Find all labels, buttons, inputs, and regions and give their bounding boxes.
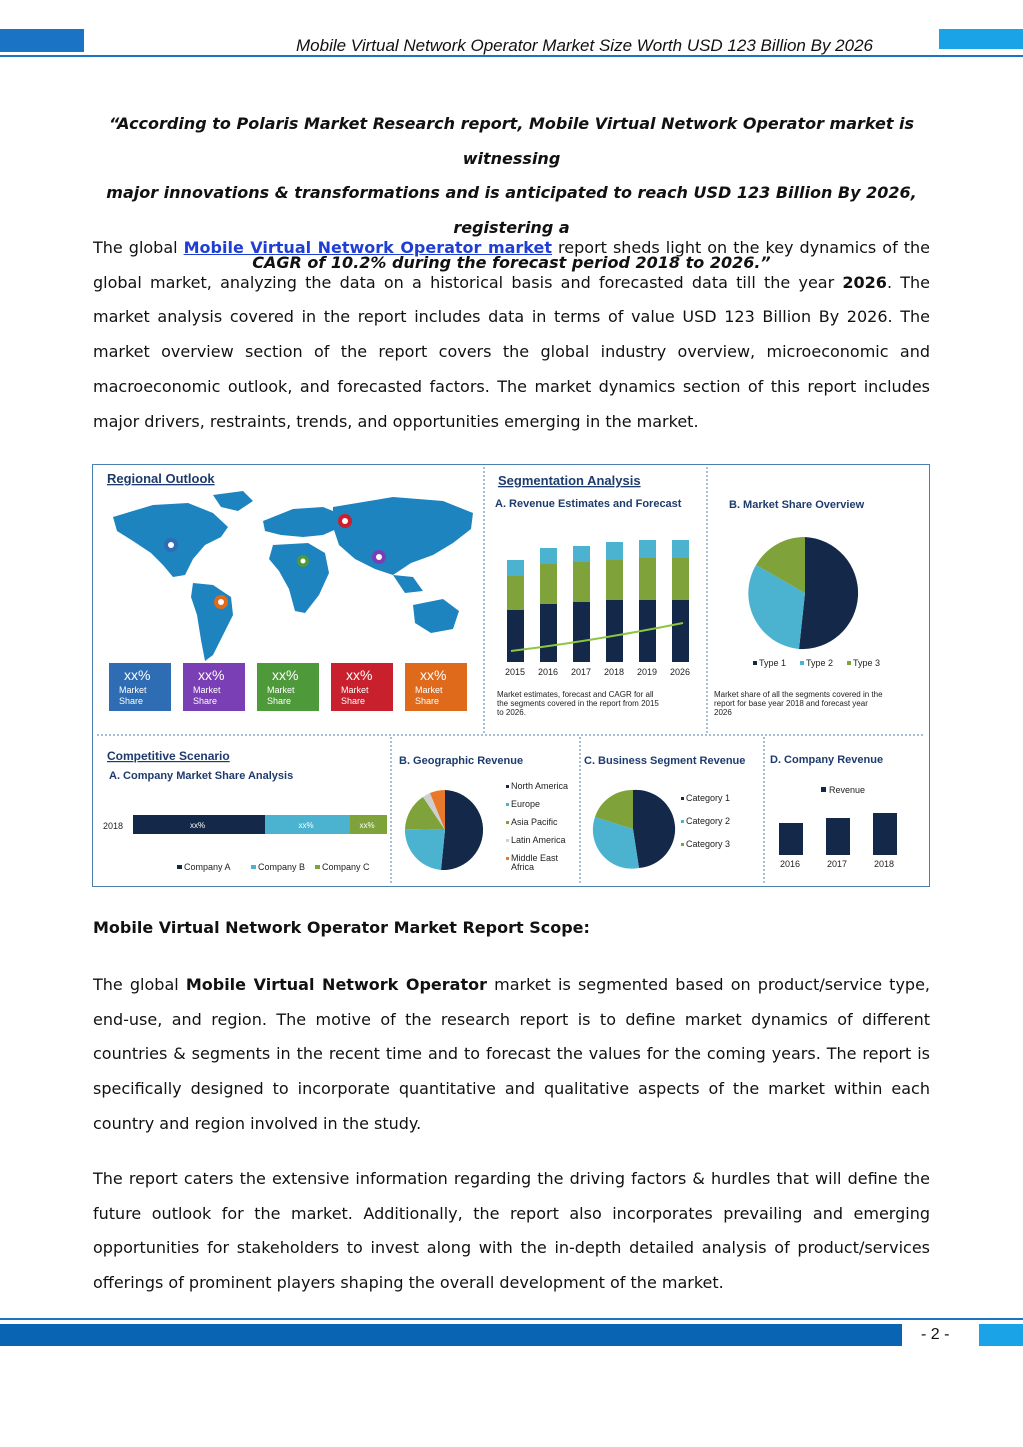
competitive-title: Competitive Scenario <box>107 749 230 763</box>
revenue-legend-swatch <box>821 787 826 792</box>
region-card-value: xx% <box>124 667 151 683</box>
geo-legend-swatch <box>506 803 509 806</box>
revenue-forecast-years <box>505 667 690 677</box>
company-share-value: xx% <box>298 821 314 830</box>
geo-legend-label: Middle East <box>511 853 559 863</box>
header-bar-left <box>0 29 84 52</box>
revenue-forecast-title: A. Revenue Estimates and Forecast <box>495 498 682 510</box>
forecast-year-label: 2016 <box>538 667 559 677</box>
revenue-bar <box>779 823 803 855</box>
forecast-bar-segment <box>606 542 623 560</box>
quote-line-1: “According to Polaris Market Research report, Mobile Virtual Network Operator market is witnessing <box>108 114 915 168</box>
forecast-bar-segment <box>540 564 557 604</box>
geo-legend-swatch <box>506 785 509 788</box>
market-infographic <box>92 464 930 887</box>
forecast-bar-segment <box>639 540 656 558</box>
geographic-pie <box>405 790 483 870</box>
revenue-legend-label: Revenue <box>829 785 866 795</box>
geographic-title: B. Geographic Revenue <box>399 755 524 767</box>
type-legend-label: Type 3 <box>853 658 881 668</box>
geo-legend-label: Africa <box>511 862 535 872</box>
market-share-caption-line: Market share of all the segments covered in the <box>714 690 883 699</box>
region-card-value: xx% <box>346 667 373 683</box>
segmentation-title: Segmentation Analysis <box>498 473 641 488</box>
forecast-year-label: 2019 <box>637 667 658 677</box>
market-share-caption-line: 2026 <box>714 708 732 717</box>
market-share-caption-line: report for base year 2018 and forecast year <box>714 699 868 708</box>
page-number: - 2 - <box>921 1326 950 1343</box>
geo-legend-swatch <box>506 821 509 824</box>
company-share-year: 2018 <box>103 821 124 831</box>
revenue-year-label: 2018 <box>874 859 895 869</box>
business-legend-swatch <box>681 843 684 846</box>
forecast-caption-line: Market estimates, forecast and CAGR for all <box>497 690 654 699</box>
type-legend-swatch <box>753 661 757 665</box>
business-pie <box>593 790 675 869</box>
forecast-bar-segment <box>540 604 557 662</box>
type-legend-label: Type 2 <box>806 658 834 668</box>
revenue-forecast-caption <box>497 690 659 717</box>
business-legend-label: Category 2 <box>686 816 731 826</box>
footer-rule <box>0 1318 1023 1320</box>
forecast-bar-segment <box>606 600 623 662</box>
forecast-bar-segment <box>507 560 524 576</box>
region-card-label: Share <box>267 696 292 706</box>
region-card-label: Market <box>415 685 443 695</box>
regional-outlook-title: Regional Outlook <box>107 471 215 486</box>
region-card-value: xx% <box>272 667 299 683</box>
forecast-bar-segment <box>573 602 590 662</box>
company-share-title: A. Company Market Share Analysis <box>109 770 294 782</box>
company-legend-swatch <box>315 865 320 869</box>
market-share-title: B. Market Share Overview <box>729 499 865 511</box>
business-legend-label: Category 3 <box>686 839 731 849</box>
geo-legend-label: Latin America <box>511 835 566 845</box>
region-share-cards <box>109 663 467 711</box>
company-revenue-bars <box>779 813 897 869</box>
forecast-year-label: 2015 <box>505 667 526 677</box>
company-share-legend <box>177 862 370 872</box>
company-legend-label: Company B <box>258 862 306 872</box>
footer-bar <box>0 1324 902 1346</box>
market-share-legend <box>753 658 880 668</box>
market-report-link[interactable]: Mobile Virtual Network Operator market <box>183 238 553 257</box>
forecast-caption-line: to 2026. <box>497 708 526 717</box>
scope-paragraph-1: The global Mobile Virtual Network Operator market is segmented based on product/service type, end-use, and region. The motive of the research report is to define market dynamics of different countries & segments in the recent time and to forecast the values for the coming years. The report is specifically designed to incorporate quantitative and qualitative aspects of the market within each country and region involved in the study. <box>93 975 930 1133</box>
company-legend-swatch <box>177 865 182 869</box>
forecast-bar-segment <box>573 546 590 562</box>
region-card-value: xx% <box>420 667 447 683</box>
region-card-label: Share <box>119 696 144 706</box>
business-legend <box>681 793 730 849</box>
geo-legend-swatch <box>506 857 509 860</box>
header-bar-right <box>939 29 1023 49</box>
cagr-trend-line <box>511 623 683 651</box>
region-card-label: Share <box>415 696 440 706</box>
scope-paragraph-2: The report caters the extensive information regarding the driving factors & hurdles that will define the future outlook for the market. Additionally, the report also incorporates prevailing and emerging opportunities for stakeholders to invest along with the in-depth detailed analysis of product/services offerings of prominent players shaping the overall development of the market. <box>93 1169 930 1293</box>
quote-line-3: CAGR of 10.2% during the forecast period 2018 to 2026.” <box>252 252 771 272</box>
forecast-bar-segment <box>507 610 524 662</box>
forecast-year-label: 2017 <box>571 667 592 677</box>
report-scope-heading: Mobile Virtual Network Operator Market Report Scope: <box>93 918 590 937</box>
company-legend-label: Company C <box>322 862 370 872</box>
company-share-value: xx% <box>190 821 206 830</box>
forecast-bar-segment <box>672 540 689 558</box>
header-title: Mobile Virtual Network Operator Market Size Worth USD 123 Billion By 2026 <box>296 36 873 55</box>
region-card-label: Share <box>193 696 218 706</box>
geo-legend-label: Europe <box>511 799 541 809</box>
footer-bar-right <box>979 1324 1023 1346</box>
geo-legend-label: Asia Pacific <box>511 817 558 827</box>
revenue-bar <box>826 818 850 855</box>
forecast-bar-segment <box>573 562 590 602</box>
type-legend-label: Type 1 <box>759 658 787 668</box>
forecast-caption-line: the segments covered in the report from 2015 <box>497 699 659 708</box>
forecast-bar-segment <box>540 548 557 564</box>
forecast-bar-segment <box>672 558 689 600</box>
infographic-graphic <box>93 465 929 886</box>
market-share-caption <box>714 690 883 717</box>
business-title: C. Business Segment Revenue <box>584 755 746 767</box>
forecast-bar-segment <box>507 576 524 610</box>
world-map <box>113 491 473 661</box>
region-card-label: Market <box>267 685 295 695</box>
region-card-label: Share <box>341 696 366 706</box>
forecast-year-label: 2018 <box>604 667 625 677</box>
revenue-forecast-bars <box>507 540 689 662</box>
company-revenue-title: D. Company Revenue <box>770 754 884 766</box>
geo-legend-label: North America <box>511 781 569 791</box>
geo-legend-swatch <box>506 839 509 842</box>
type-legend-swatch <box>800 661 804 665</box>
forecast-bar-segment <box>672 600 689 662</box>
market-share-pie <box>748 537 858 649</box>
revenue-year-label: 2016 <box>780 859 801 869</box>
forecast-bar-segment <box>606 560 623 600</box>
type-legend-swatch <box>847 661 851 665</box>
region-card-value: xx% <box>198 667 225 683</box>
business-legend-label: Category 1 <box>686 793 731 803</box>
region-card-label: Market <box>119 685 147 695</box>
geographic-legend <box>506 781 568 872</box>
region-card-label: Market <box>193 685 221 695</box>
forecast-bar-segment <box>639 558 656 600</box>
company-legend-swatch <box>251 865 256 869</box>
company-legend-label: Company A <box>184 862 231 872</box>
quote-line-2: major innovations & transformations and is anticipated to reach USD 123 Billion By 2026, registering a <box>106 183 917 238</box>
header-rule <box>0 55 1023 57</box>
business-legend-swatch <box>681 820 684 823</box>
revenue-bar <box>873 813 897 855</box>
company-share-bar <box>133 815 387 834</box>
region-card-label: Market <box>341 685 369 695</box>
intro-paragraph: The global Mobile Virtual Network Operator market report sheds light on the key dynamics of the global market, analyzing the data on a historical basis and forecasted data till the year 2026. The market analysis covered in the report includes data in terms of value USD 123 Billion By 2026. The market overview section of the report covers the global industry overview, microeconomic and macroeconomic outlook, and forecasted factors. The market dynamics section of this report includes major drivers, restraints, trends, and opportunities emerging in the market. <box>93 238 931 431</box>
revenue-year-label: 2017 <box>827 859 848 869</box>
business-legend-swatch <box>681 797 684 800</box>
company-share-value: xx% <box>359 821 375 830</box>
forecast-year-label: 2026 <box>670 667 691 677</box>
